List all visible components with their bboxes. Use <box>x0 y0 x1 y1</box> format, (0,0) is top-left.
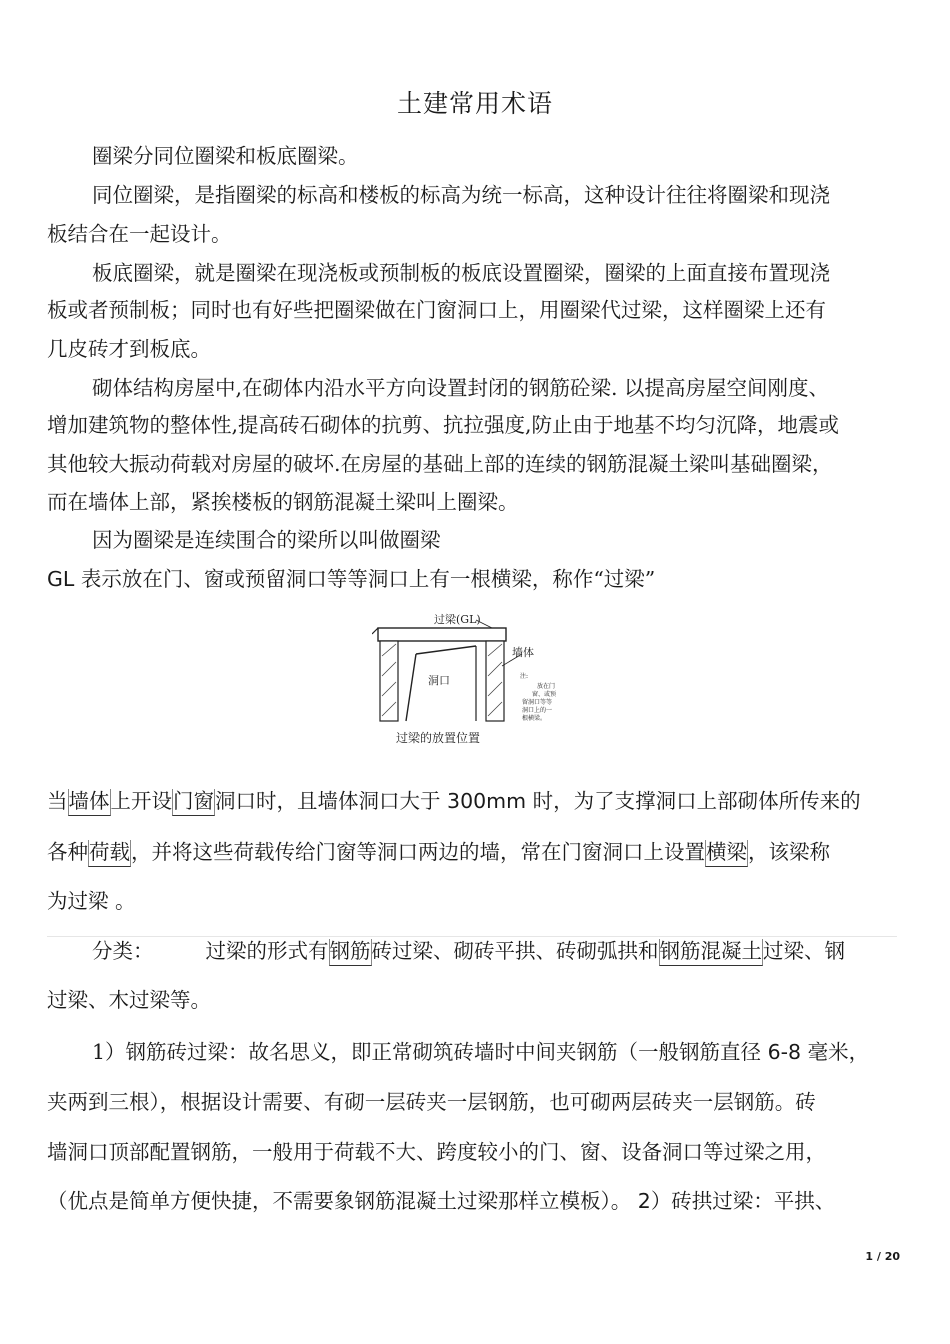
figure-caption: 过梁的放置位置 <box>396 731 481 745</box>
figure-note-line-1: 注: <box>520 673 529 680</box>
figure-note-line-2: 放在门 <box>537 683 556 690</box>
paragraph-lintel-line-3: 为过梁 。 <box>47 889 136 913</box>
paragraph-gl-definition <box>47 566 655 592</box>
paragraph-masonry-line-2: 增加建筑物的整体性,提高砖石砌体的抗剪、抗拉强度,防止由于地基不均匀沉降，地震或 <box>47 413 840 437</box>
paragraph-masonry-line-3: 其他较大振动荷载对房屋的破坏.在房屋的基础上部的连续的钢筋混凝土梁叫基础圈梁， <box>47 452 833 476</box>
lintel-placement-figure <box>372 606 572 752</box>
figure-note-line-3: 窗、或预 <box>532 691 557 698</box>
paragraph-steel-brick-line-2: 夹两到三根），根据设计需要、有砌一层砖夹一层钢筋，也可砌两层砖夹一层钢筋。砖 <box>47 1090 816 1114</box>
paragraph-ring-beam-types: 圈梁分同位圈梁和板底圈梁。 <box>92 144 359 168</box>
term-reinforced-concrete[interactable]: 钢筋混凝土 <box>659 939 764 966</box>
page-number: 1 / 20 <box>865 1250 900 1263</box>
paragraph-steel-brick-line-1: 1）钢筋砖过梁：故名思义，即正常砌筑砖墙时中间夹钢筋（一般钢筋直径 6-8 毫米， <box>92 1040 870 1064</box>
wall-label: 墙体 <box>512 646 534 659</box>
paragraph-same-level-line-2: 板结合在一起设计。 <box>47 222 232 246</box>
gl-abbreviation: GL <box>47 567 75 591</box>
figure-note-line-4: 留洞口等等 <box>522 699 553 706</box>
classification-label: 分类： <box>92 939 154 963</box>
paragraph-masonry-line-1: 砌体结构房屋中,在砌体内沿水平方向设置封闭的钢筋砼梁. 以提高房屋空间刚度、 <box>92 376 830 400</box>
page-title: 土建常用术语 <box>396 89 553 118</box>
paragraph-masonry-line-4: 而在墙体上部，紧挨楼板的钢筋混凝土梁叫上圈梁。 <box>47 490 519 514</box>
paragraph-slab-bottom-line-2: 板或者预制板；同时也有好些把圈梁做在门窗洞口上，用圈梁代过梁，这样圈梁上还有 <box>47 298 826 322</box>
paragraph-classification-line-1: 分类： 过梁的形式有钢筋砖过梁、砌砖平拱、砖砌弧拱和钢筋混凝土过梁、钢 <box>92 938 845 964</box>
term-door-window[interactable]: 门窗 <box>172 789 215 816</box>
paragraph-steel-brick-line-4: （优点是简单方便快捷，不需要象钢筋混凝土过梁那样立模板）。 2）砖拱过梁：平拱、 <box>47 1189 836 1213</box>
lintel-gl-label: 过梁(GL) <box>434 613 481 626</box>
paragraph-lintel-line-1: 当墙体上开设门窗洞口时，且墙体洞口大于 300mm 时，为了支撑洞口上部砌体所传来的 <box>47 788 861 814</box>
figure-note-line-5: 洞口上的一 <box>522 707 553 714</box>
paragraph-same-level-line-1: 同位圈梁，是指圈梁的标高和楼板的标高为统一标高，这种设计往往将圈梁和现浇 <box>92 183 830 207</box>
term-beam[interactable]: 横梁 <box>705 840 748 867</box>
term-load[interactable]: 荷载 <box>88 840 131 867</box>
dimension-300mm: 300mm <box>447 789 527 813</box>
opening-label: 洞口 <box>428 674 450 687</box>
paragraph-steel-brick-line-3: 墙洞口顶部配置钢筋，一般用于荷载不大、跨度较小的门、窗、设备洞口等过梁之用， <box>47 1140 826 1164</box>
gl-definition-text: 表示放在门、窗或预留洞口等等洞口上有一根横梁，称作“过梁” <box>74 567 656 591</box>
paragraph-classification-line-2: 过梁、木过梁等。 <box>47 988 211 1012</box>
term-wall[interactable]: 墙体 <box>68 789 111 816</box>
paragraph-lintel-line-2: 各种荷载，并将这些荷载传给门窗等洞口两边的墙，常在门窗洞口上设置横梁，该梁称 <box>47 839 830 865</box>
paragraph-slab-bottom-line-1: 板底圈梁，就是圈梁在现浇板或预制板的板底设置圈梁，圈梁的上面直接布置现浇 <box>92 261 830 285</box>
paragraph-slab-bottom-line-3: 几皮砖才到板底。 <box>47 337 211 361</box>
divider <box>47 936 897 937</box>
term-steel-bar[interactable]: 钢筋 <box>329 939 372 966</box>
figure-note-line-6: 根横梁。 <box>522 715 547 722</box>
paragraph-ring-beam-reason: 因为圈梁是连续围合的梁所以叫做圈梁 <box>92 528 441 552</box>
